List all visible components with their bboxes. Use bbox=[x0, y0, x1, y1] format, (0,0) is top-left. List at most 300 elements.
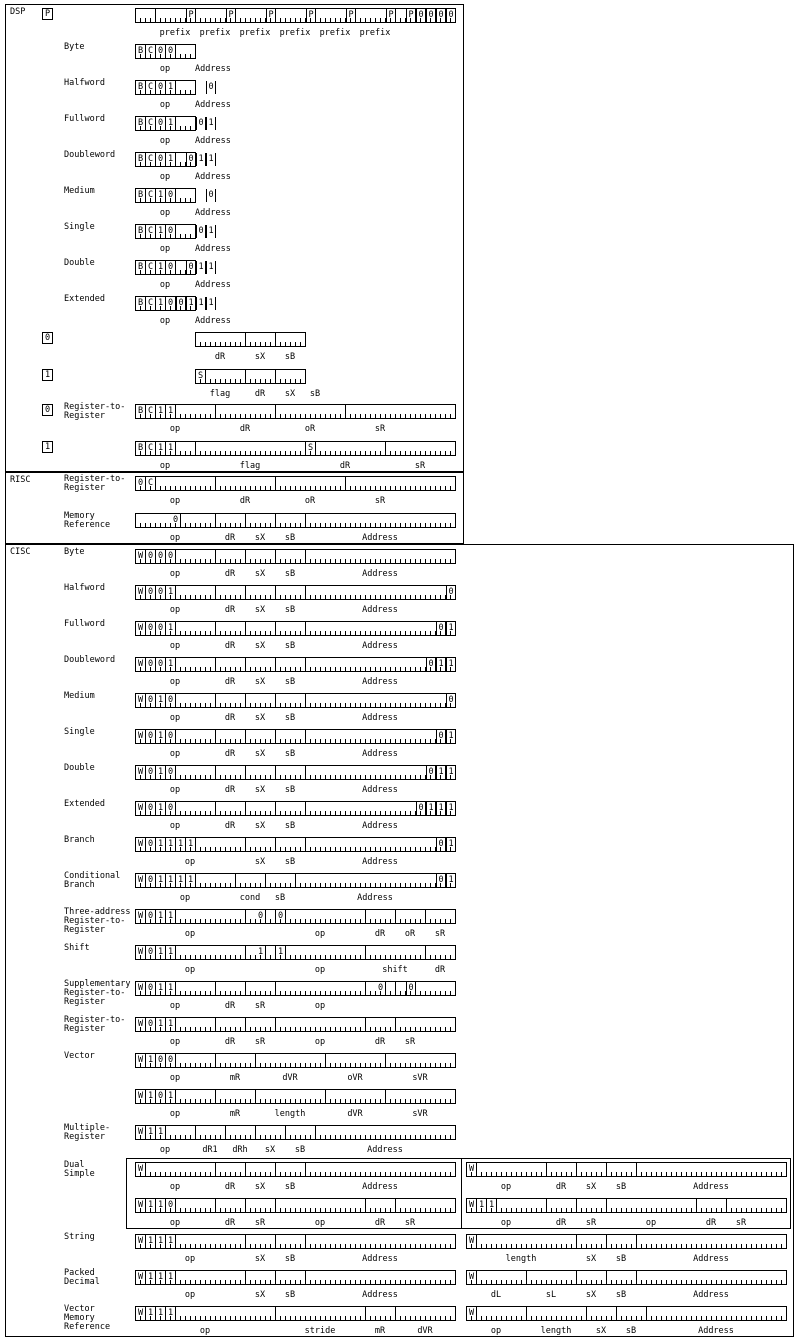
bit-tick bbox=[180, 1316, 181, 1320]
bit-tick bbox=[345, 1316, 346, 1320]
bit-tick bbox=[415, 1316, 416, 1320]
field-caption: length bbox=[540, 1326, 572, 1336]
bit-tick bbox=[315, 523, 316, 527]
bit-tick bbox=[350, 1316, 351, 1320]
bit-tick bbox=[310, 523, 311, 527]
bit-tick bbox=[230, 703, 231, 707]
bit-tick bbox=[195, 919, 196, 923]
bit-tick bbox=[360, 1027, 361, 1031]
bit-tick bbox=[656, 1172, 657, 1176]
field-caption: sB bbox=[274, 893, 286, 903]
bit-tick bbox=[380, 1208, 381, 1212]
fixed-bit: C bbox=[146, 117, 156, 130]
field-caption: sB bbox=[284, 857, 296, 867]
bit-tick bbox=[175, 486, 176, 490]
bit-tick bbox=[260, 342, 261, 346]
bit-tick bbox=[240, 955, 241, 959]
bit-tick bbox=[250, 486, 251, 490]
format-word bbox=[135, 296, 214, 311]
fixed-bit: 1 bbox=[206, 225, 216, 238]
field-caption: sB bbox=[284, 1182, 296, 1192]
field-divider bbox=[275, 1163, 276, 1176]
bit-tick bbox=[235, 955, 236, 959]
bit-tick bbox=[190, 1027, 191, 1031]
bit-tick bbox=[310, 703, 311, 707]
bit-tick bbox=[235, 1244, 236, 1248]
fixed-bit: 1 bbox=[156, 442, 166, 455]
bit-tick bbox=[270, 919, 271, 923]
bit-tick bbox=[215, 18, 216, 22]
bit-tick bbox=[511, 1208, 512, 1212]
bit-tick bbox=[190, 559, 191, 563]
fixed-bit: P bbox=[226, 9, 236, 22]
bit-tick bbox=[200, 883, 201, 887]
format-word bbox=[135, 476, 456, 491]
bit-tick bbox=[265, 1027, 266, 1031]
bit-tick bbox=[651, 1280, 652, 1284]
bit-tick bbox=[320, 414, 321, 418]
fixed-bit: W bbox=[136, 622, 146, 635]
fixed-bit: 1 bbox=[436, 658, 446, 671]
field-divider bbox=[385, 442, 386, 455]
field-divider bbox=[395, 982, 396, 995]
bit-tick bbox=[210, 379, 211, 383]
bit-tick bbox=[345, 775, 346, 779]
bit-tick bbox=[450, 1099, 451, 1103]
bit-tick bbox=[230, 451, 231, 455]
bit-tick bbox=[415, 1280, 416, 1284]
bit-tick bbox=[741, 1208, 742, 1212]
fixed-bit: 1 bbox=[166, 1235, 176, 1248]
field-caption: Address bbox=[195, 64, 231, 74]
bit-tick bbox=[365, 667, 366, 671]
format-word bbox=[135, 513, 456, 528]
fixed-bit: W bbox=[467, 1199, 477, 1212]
bit-tick bbox=[511, 1244, 512, 1248]
bit-tick bbox=[375, 1099, 376, 1103]
bit-tick bbox=[185, 1099, 186, 1103]
bit-tick bbox=[691, 1172, 692, 1176]
field-caption: sR bbox=[254, 1037, 266, 1047]
bit-tick bbox=[425, 1280, 426, 1284]
format-label: Branch bbox=[64, 835, 95, 845]
bit-tick bbox=[205, 1280, 206, 1284]
bit-tick bbox=[410, 883, 411, 887]
bit-tick bbox=[325, 1135, 326, 1139]
bit-tick bbox=[355, 667, 356, 671]
bit-tick bbox=[280, 883, 281, 887]
fixed-bit: 0 bbox=[156, 1054, 166, 1067]
bit-tick bbox=[430, 739, 431, 743]
bit-tick bbox=[260, 739, 261, 743]
fixed-bit: 0 bbox=[156, 45, 166, 58]
bit-tick bbox=[410, 1099, 411, 1103]
fixed-bit: 1 bbox=[156, 730, 166, 743]
bit-tick bbox=[405, 739, 406, 743]
bit-tick bbox=[370, 1280, 371, 1284]
format-word bbox=[466, 1162, 787, 1177]
bit-tick bbox=[420, 919, 421, 923]
bit-tick bbox=[521, 1208, 522, 1212]
fixed-bit: 0 bbox=[436, 730, 446, 743]
bit-tick bbox=[450, 523, 451, 527]
format-label: Double bbox=[64, 258, 95, 268]
bit-tick bbox=[375, 414, 376, 418]
bit-tick bbox=[420, 1280, 421, 1284]
fixed-bit: 0 bbox=[156, 1090, 166, 1103]
fixed-bit: 1 bbox=[156, 1307, 166, 1320]
bit-tick bbox=[310, 811, 311, 815]
bit-tick bbox=[295, 18, 296, 22]
fixed-bit: 0 bbox=[146, 586, 156, 599]
bit-tick bbox=[656, 1280, 657, 1284]
bit-tick bbox=[320, 919, 321, 923]
bit-tick bbox=[581, 1280, 582, 1284]
bit-tick bbox=[335, 919, 336, 923]
bit-tick bbox=[155, 523, 156, 527]
bit-tick bbox=[240, 1135, 241, 1139]
bit-tick bbox=[395, 847, 396, 851]
bit-tick bbox=[420, 847, 421, 851]
bit-tick bbox=[300, 1027, 301, 1031]
bit-tick bbox=[285, 883, 286, 887]
bit-tick bbox=[255, 486, 256, 490]
bit-tick bbox=[721, 1316, 722, 1320]
fixed-bit: 0 bbox=[166, 802, 176, 815]
field-caption: Address bbox=[693, 1290, 729, 1300]
bit-tick bbox=[400, 1208, 401, 1212]
field-divider bbox=[215, 766, 216, 779]
bit-tick bbox=[255, 667, 256, 671]
bit-tick bbox=[581, 1172, 582, 1176]
bit-tick bbox=[185, 198, 186, 202]
bit-tick bbox=[761, 1244, 762, 1248]
bit-tick bbox=[195, 631, 196, 635]
bit-tick bbox=[616, 1172, 617, 1176]
bit-tick bbox=[235, 414, 236, 418]
bit-tick bbox=[215, 342, 216, 346]
bit-tick bbox=[190, 1099, 191, 1103]
field-divider bbox=[275, 405, 276, 418]
bit-tick bbox=[185, 1208, 186, 1212]
bit-tick bbox=[671, 1208, 672, 1212]
bit-tick bbox=[290, 559, 291, 563]
field-divider bbox=[305, 766, 306, 779]
fixed-bit: W bbox=[136, 586, 146, 599]
bit-tick bbox=[335, 595, 336, 599]
bit-tick bbox=[405, 1172, 406, 1176]
bit-tick bbox=[190, 811, 191, 815]
bit-tick bbox=[320, 486, 321, 490]
bit-tick bbox=[370, 883, 371, 887]
bit-tick bbox=[646, 1208, 647, 1212]
bit-tick bbox=[551, 1280, 552, 1284]
bit-tick bbox=[220, 523, 221, 527]
field-caption: sX bbox=[254, 713, 266, 723]
bit-tick bbox=[390, 847, 391, 851]
bit-tick bbox=[621, 1316, 622, 1320]
bit-tick bbox=[440, 1135, 441, 1139]
bit-tick bbox=[445, 991, 446, 995]
bit-tick bbox=[195, 1280, 196, 1284]
bit-tick bbox=[556, 1208, 557, 1212]
field-caption: sX bbox=[254, 352, 266, 362]
bit-tick bbox=[260, 991, 261, 995]
bit-tick bbox=[375, 1172, 376, 1176]
bit-tick bbox=[435, 523, 436, 527]
bit-tick bbox=[315, 559, 316, 563]
field-divider bbox=[586, 1307, 587, 1320]
bit-tick bbox=[741, 1172, 742, 1176]
bit-tick bbox=[781, 1208, 782, 1212]
bit-tick bbox=[150, 523, 151, 527]
bit-tick bbox=[445, 919, 446, 923]
bit-tick bbox=[420, 523, 421, 527]
bit-tick bbox=[661, 1316, 662, 1320]
bit-tick bbox=[290, 595, 291, 599]
fixed-bit: W bbox=[136, 874, 146, 887]
bit-tick bbox=[250, 775, 251, 779]
bit-tick bbox=[270, 631, 271, 635]
bit-tick bbox=[325, 667, 326, 671]
fixed-bit: B bbox=[136, 153, 146, 166]
field-divider bbox=[305, 658, 306, 671]
bit-tick bbox=[370, 595, 371, 599]
bit-tick bbox=[390, 883, 391, 887]
fixed-bit: W bbox=[136, 946, 146, 959]
field-divider bbox=[275, 477, 276, 490]
bit-tick bbox=[350, 1244, 351, 1248]
bit-tick bbox=[195, 955, 196, 959]
bit-tick bbox=[200, 991, 201, 995]
fixed-bit: 0 bbox=[166, 189, 176, 202]
bit-tick bbox=[571, 1244, 572, 1248]
bit-tick bbox=[380, 667, 381, 671]
format-word bbox=[466, 1234, 787, 1249]
bit-tick bbox=[250, 379, 251, 383]
bit-tick bbox=[491, 1316, 492, 1320]
fixed-bit: 0 bbox=[166, 297, 176, 310]
bit-tick bbox=[235, 1172, 236, 1176]
bit-tick bbox=[410, 1063, 411, 1067]
bit-tick bbox=[305, 1135, 306, 1139]
bit-tick bbox=[205, 1099, 206, 1103]
bit-tick bbox=[295, 1099, 296, 1103]
bit-tick bbox=[240, 919, 241, 923]
bit-tick bbox=[285, 451, 286, 455]
bit-tick bbox=[360, 775, 361, 779]
bit-tick bbox=[285, 342, 286, 346]
bit-tick bbox=[220, 595, 221, 599]
bit-tick bbox=[295, 1208, 296, 1212]
field-caption: oVR bbox=[347, 1073, 363, 1083]
fixed-bit: 0 bbox=[156, 622, 166, 635]
bit-tick bbox=[320, 1135, 321, 1139]
bit-tick bbox=[180, 919, 181, 923]
fixed-bit: W bbox=[136, 1199, 146, 1212]
bit-tick bbox=[185, 739, 186, 743]
bit-tick bbox=[320, 1063, 321, 1067]
fixed-bit: B bbox=[136, 261, 146, 274]
bit-tick bbox=[726, 1316, 727, 1320]
field-caption: Address bbox=[693, 1182, 729, 1192]
bit-tick bbox=[180, 1099, 181, 1103]
bit-tick bbox=[320, 1172, 321, 1176]
bit-tick bbox=[265, 811, 266, 815]
bit-tick bbox=[365, 523, 366, 527]
bit-tick bbox=[390, 1172, 391, 1176]
bit-tick bbox=[195, 739, 196, 743]
bit-tick bbox=[255, 775, 256, 779]
bit-tick bbox=[170, 18, 171, 22]
bit-tick bbox=[310, 1280, 311, 1284]
bit-tick bbox=[255, 342, 256, 346]
bit-tick bbox=[315, 1244, 316, 1248]
bit-tick bbox=[190, 919, 191, 923]
bit-tick bbox=[581, 1244, 582, 1248]
bit-tick bbox=[531, 1172, 532, 1176]
field-caption: Address bbox=[357, 893, 393, 903]
bit-tick bbox=[696, 1280, 697, 1284]
bit-tick bbox=[511, 1316, 512, 1320]
bit-tick bbox=[430, 847, 431, 851]
bit-tick bbox=[365, 775, 366, 779]
bit-tick bbox=[320, 1244, 321, 1248]
bit-tick bbox=[320, 1099, 321, 1103]
bit-tick bbox=[305, 1099, 306, 1103]
bit-tick bbox=[360, 631, 361, 635]
bit-tick bbox=[445, 414, 446, 418]
bit-tick bbox=[676, 1172, 677, 1176]
bit-tick bbox=[375, 775, 376, 779]
bit-tick bbox=[425, 1027, 426, 1031]
bit-tick bbox=[265, 991, 266, 995]
field-divider bbox=[305, 1271, 306, 1284]
bit-tick bbox=[380, 1280, 381, 1284]
bit-tick bbox=[225, 1027, 226, 1031]
bit-tick bbox=[716, 1172, 717, 1176]
bit-tick bbox=[250, 631, 251, 635]
bit-tick bbox=[290, 955, 291, 959]
bit-tick bbox=[621, 1208, 622, 1212]
fixed-bit: P bbox=[186, 9, 196, 22]
fixed-bit: S bbox=[196, 370, 206, 383]
format-word bbox=[135, 585, 456, 600]
bit-tick bbox=[255, 1172, 256, 1176]
field-caption: op bbox=[159, 172, 171, 182]
field-divider bbox=[305, 730, 306, 743]
bit-tick bbox=[330, 1135, 331, 1139]
bit-tick bbox=[360, 1099, 361, 1103]
bit-tick bbox=[596, 1244, 597, 1248]
bit-tick bbox=[270, 559, 271, 563]
bit-tick bbox=[225, 1063, 226, 1067]
bit-tick bbox=[631, 1316, 632, 1320]
bit-tick bbox=[425, 1172, 426, 1176]
bit-tick bbox=[390, 486, 391, 490]
field-caption: dR bbox=[214, 352, 226, 362]
field-divider bbox=[395, 1199, 396, 1212]
bit-tick bbox=[440, 1208, 441, 1212]
bit-tick bbox=[350, 775, 351, 779]
bit-tick bbox=[355, 486, 356, 490]
bit-tick bbox=[345, 739, 346, 743]
bit-tick bbox=[185, 126, 186, 130]
bit-tick bbox=[776, 1244, 777, 1248]
bit-tick bbox=[235, 1063, 236, 1067]
bit-tick bbox=[370, 919, 371, 923]
bit-tick bbox=[305, 486, 306, 490]
bit-tick bbox=[410, 1244, 411, 1248]
bit-tick bbox=[270, 1244, 271, 1248]
bit-tick bbox=[300, 451, 301, 455]
bit-tick bbox=[275, 1063, 276, 1067]
bit-tick bbox=[420, 1208, 421, 1212]
fixed-bit: 0 bbox=[416, 9, 426, 22]
bit-tick bbox=[290, 1280, 291, 1284]
bit-tick bbox=[405, 955, 406, 959]
bit-tick bbox=[731, 1280, 732, 1284]
bit-tick bbox=[260, 414, 261, 418]
fixed-bit: 0 bbox=[196, 117, 206, 130]
fixed-bit: 1 bbox=[146, 1235, 156, 1248]
bit-tick bbox=[380, 486, 381, 490]
bit-tick bbox=[300, 667, 301, 671]
bit-tick bbox=[260, 811, 261, 815]
bit-tick bbox=[385, 486, 386, 490]
bit-tick bbox=[616, 1280, 617, 1284]
bit-tick bbox=[240, 486, 241, 490]
bit-tick bbox=[295, 595, 296, 599]
bit-tick bbox=[400, 847, 401, 851]
field-caption: sR bbox=[585, 1218, 597, 1228]
bit-tick bbox=[355, 883, 356, 887]
bit-tick bbox=[486, 1244, 487, 1248]
bit-tick bbox=[435, 991, 436, 995]
bit-tick bbox=[210, 559, 211, 563]
bit-tick bbox=[285, 1244, 286, 1248]
bit-tick bbox=[240, 739, 241, 743]
bit-tick bbox=[561, 1244, 562, 1248]
bit-tick bbox=[405, 1135, 406, 1139]
bit-tick bbox=[350, 883, 351, 887]
field-divider bbox=[315, 1126, 316, 1139]
field-caption: prefix bbox=[159, 28, 191, 38]
bit-tick bbox=[320, 811, 321, 815]
bit-tick bbox=[225, 955, 226, 959]
bit-tick bbox=[501, 1280, 502, 1284]
bit-tick bbox=[335, 1027, 336, 1031]
bit-tick bbox=[450, 955, 451, 959]
bit-tick bbox=[300, 955, 301, 959]
bit-tick bbox=[230, 1063, 231, 1067]
bit-tick bbox=[220, 775, 221, 779]
bit-tick bbox=[410, 523, 411, 527]
bit-tick bbox=[210, 1099, 211, 1103]
bit-tick bbox=[240, 18, 241, 22]
bit-tick bbox=[170, 1172, 171, 1176]
bit-tick bbox=[260, 18, 261, 22]
bit-tick bbox=[290, 1244, 291, 1248]
bit-tick bbox=[280, 523, 281, 527]
field-divider bbox=[636, 1163, 637, 1176]
field-caption: sX bbox=[585, 1254, 597, 1264]
field-divider bbox=[215, 405, 216, 418]
bit-tick bbox=[360, 739, 361, 743]
bit-tick bbox=[310, 1063, 311, 1067]
bit-tick bbox=[335, 631, 336, 635]
fixed-bit: W bbox=[467, 1307, 477, 1320]
